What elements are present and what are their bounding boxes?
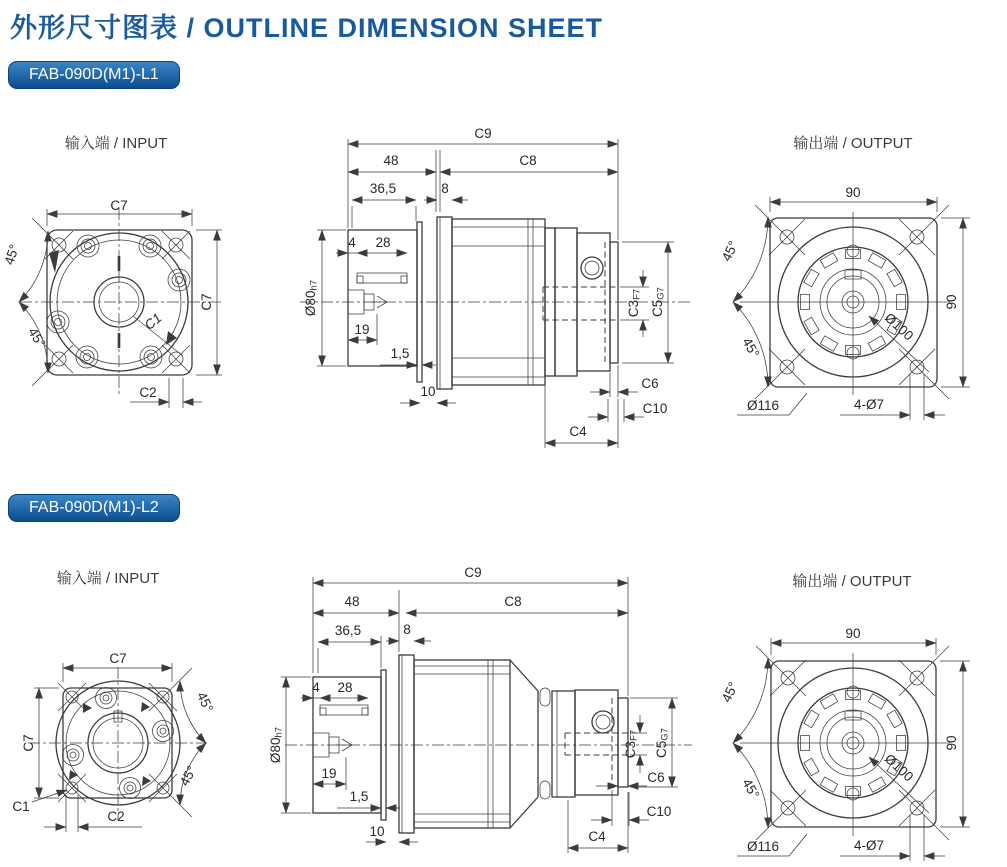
output-view-label-l2: 输出端 / OUTPUT [792,573,912,590]
output-view-l2 [719,626,970,861]
dim-angle-top: 45° [1,242,23,267]
dim-19: 19 [321,766,337,781]
dim-48: 48 [383,153,399,168]
dim-c5: C5G7 [654,728,671,758]
dim-10: 10 [369,824,385,839]
dim-c10: C10 [642,401,668,416]
dim-1-5: 1,5 [349,789,369,804]
input-view-l2 [12,651,216,832]
dim-28: 28 [337,680,353,695]
dim-c4: C4 [569,424,587,439]
dim-pilot-dia: Ø100 [881,309,917,344]
dim-mount-holes: 4-Ø7 [853,397,885,412]
dim-4: 4 [312,680,320,695]
output-dims-l1 [719,185,970,420]
dim-angle-bottom: 45° [739,776,763,802]
output-view-label-l1: 输出端 / OUTPUT [793,135,913,152]
page-title: 外形尺寸图表 / OUTLINE DIMENSION SHEET [10,13,604,43]
dim-angle-bottom: 45° [739,335,763,361]
dim-c2: C2 [139,385,157,400]
dim-c9: C9 [464,565,482,580]
dim-width-90: 90 [845,626,861,641]
dim-pilot-dia: Ø100 [881,750,917,785]
dim-height-90: 90 [944,294,959,310]
dim-angle-top: 45° [718,679,742,705]
dim-c7-side: C7 [21,734,36,752]
side-view-l1 [300,126,690,448]
side-view-l2 [268,565,692,853]
dim-mount-holes: 4-Ø7 [853,838,885,853]
dim-36-5: 36,5 [369,181,397,196]
dim-10: 10 [420,384,436,399]
dim-28: 28 [375,235,391,250]
model-badge-l1: FAB-090D(M1)-L1 [8,61,180,89]
dim-c8: C8 [519,153,537,168]
dim-c7-top: C7 [110,198,128,213]
dim-c7-top: C7 [109,651,127,666]
dim-8: 8 [403,622,411,637]
dim-c3: C3F7 [623,729,640,759]
dim-c1: C1 [141,310,165,333]
dim-c4: C4 [588,829,606,844]
side-dims-l2 [268,565,678,853]
dim-c10: C10 [646,804,672,819]
dim-c2: C2 [107,809,125,824]
dim-c6: C6 [647,770,665,785]
dim-8: 8 [441,181,449,196]
dim-c3: C3F7 [626,288,643,318]
dim-angle-bottom: 45° [176,763,200,789]
output-view-l1 [719,185,970,420]
model-badge-l2: FAB-090D(M1)-L2 [8,494,180,522]
dim-shaft-dia: Ø80h7 [268,726,285,764]
dim-c6: C6 [641,376,659,391]
dim-36-5: 36,5 [334,623,362,638]
dim-height-90: 90 [944,735,959,751]
dim-flange-dia: Ø116 [746,398,780,413]
dim-19: 19 [354,322,370,337]
dim-angle-top: 45° [193,689,217,715]
dim-shaft-dia: Ø80h7 [303,279,320,317]
dim-width-90: 90 [845,185,861,200]
dim-flange-dia: Ø116 [746,839,780,854]
dim-c9: C9 [474,126,492,141]
input-view-l1 [1,198,222,408]
dim-c5: C5G7 [650,287,667,317]
dim-4: 4 [348,235,356,250]
input-view-label-l1: 输入端 / INPUT [64,135,168,152]
drawing-section-l2 [0,545,1007,867]
input-view-label-l2: 输入端 / INPUT [56,570,160,587]
dim-c8: C8 [504,594,522,609]
dim-angle-bottom: 45° [25,324,49,351]
dim-48: 48 [344,594,360,609]
dim-1-5: 1,5 [390,346,410,361]
drawing-section-l1 [0,110,1007,495]
dim-c1: C1 [12,799,30,814]
dim-c7-side: C7 [199,293,214,311]
dim-angle-top: 45° [718,238,742,264]
